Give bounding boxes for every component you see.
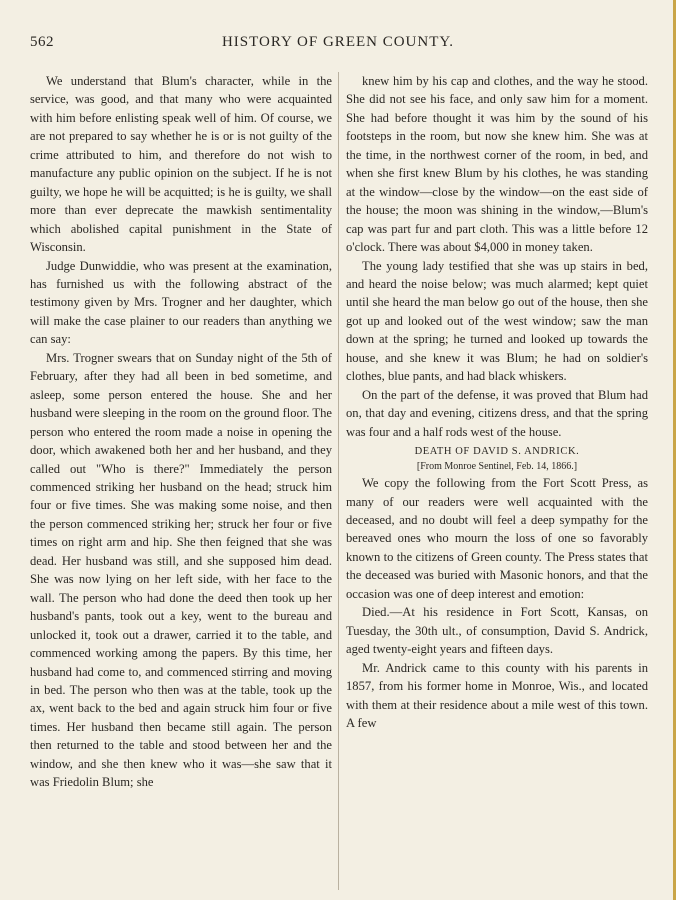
paragraph: Mr. Andrick came to this county with his parents in 1857, from his former home in Monroe, Wis., and located with them at their residence about a mile west of this town. A few bbox=[346, 660, 648, 730]
page-header bbox=[0, 34, 676, 54]
right-column bbox=[346, 72, 648, 732]
paragraph: Judge Dunwiddie, who was present at the examination, has furnished us with the following abstract of the testimony given by Mrs. Trogner and her daughter, which will make the case plainer to our readers than anything we can say: bbox=[30, 258, 332, 347]
column-divider bbox=[338, 72, 339, 890]
section-source: [From Monroe Sentinel, Feb. 14, 1866.] bbox=[416, 461, 578, 473]
left-column bbox=[30, 72, 332, 792]
paragraph: On the part of the defense, it was proved that Blum had on, that day and evening, citizens dress, and that the spring was four and a half rods west of the house. bbox=[346, 387, 648, 439]
paragraph: Died.—At his residence in Fort Scott, Kansas, on Tuesday, the 30th ult., of consumption, David S. Andrick, aged twenty-eight years and fifteen days. bbox=[346, 605, 648, 657]
paragraph: We copy the following from the Fort Scott Press, as many of our readers were well acquainted with the deceased, and no doubt will feel a deep sympathy for the bereaved ones who mourn the loss of one so favorably known to the citizens of Green county. The Press states that the deceased was buried with Masonic honors, and that the occasion was one of deep interest and emotion: bbox=[346, 476, 648, 601]
section-heading: DEATH OF DAVID S. ANDRICK. bbox=[414, 446, 580, 458]
page-number: 562 bbox=[30, 34, 54, 50]
paragraph: knew him by his cap and clothes, and the way he stood. She did not see his face, and only saw him for a moment. She had before thought it was him by the sound of his footsteps in the room, but now she knew him. She was at the time, in the northwest corner of the room, in bed, and when she first knew Blum by his clothes, he was standing at the window—close by the window—on the east side of the house; the moon was shining in the window,—Blum's cap was part fur and part cloth. This was a little before 12 o'clock. There was about $4,000 in money taken. bbox=[346, 74, 648, 255]
paragraph: We understand that Blum's character, while in the service, was good, and that many who were acquainted with him before enlisting speak well of him. Of course, we are not prepared to say whether he is or is not guilty of the crime attributed to him, and therefore do not wish to manufacture any public opinion on the subject. If he is not guilty, we hope he will be acquitted; is he is guilty, we shall more than ever deprecate the mawkish sentimentality which abolished capital punishment in the State of Wisconsin. bbox=[30, 74, 332, 255]
paragraph: Mrs. Trogner swears that on Sunday night of the 5th of February, after they had all been in bed sometime, and asleep, some person entered the house. She and her husband were sleeping in the room on the ground floor. The person who entered the room made a noise in opening the door, which awakened both her and her husband, and they called out "Who is there?" Immediately the person commenced striking her husband on the head; struck him four or five times. She was making some noise, and then the person commenced striking her; struck her four or five times on right arm and hip. She then feigned that she was dead. Her husband was still, and she supposed him dead. She was now lying on her left side, with her face to the wall. The person who had done the deed then took up her husband's pants, took out a key, went to the bureau and unlocked it, took out a drawer, carried it to the table, and commenced working among the papers. By this time, her husband had come to, and commenced stirring and moving in bed. The person who then was at the table, took up the ax, went back to the bed and again struck him four or five times. Her husband then became still again. The person then returned to the table and stood between her and the window, and she then knew who it was—she saw that it was Friedolin Blum; she bbox=[30, 350, 332, 790]
running-title: HISTORY OF GREEN COUNTY. bbox=[221, 34, 455, 50]
paragraph: The young lady testified that she was up stairs in bed, and heard the noise below; was much alarmed; kept quiet until she heard the man below go out of the house, then she got up and looked out of the west window; saw the man down at the spring; he turned and looked up towards the house, and she knew it was Blum; he had on soldier's clothes, blue pants, and had black whiskers. bbox=[346, 258, 648, 384]
